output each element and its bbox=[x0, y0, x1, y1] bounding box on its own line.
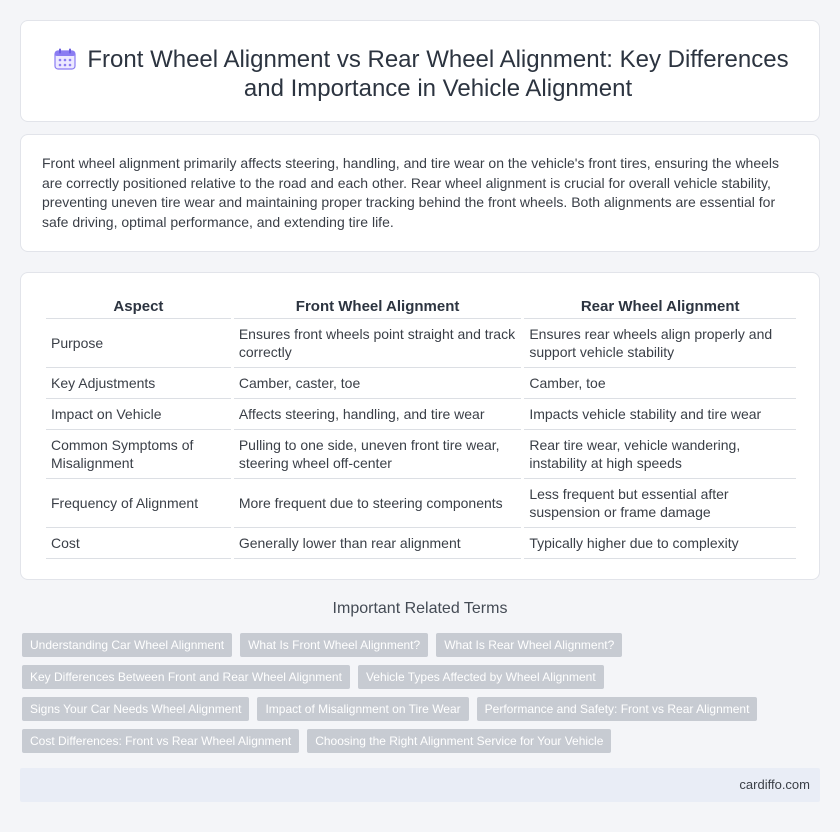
related-term-tag[interactable]: Signs Your Car Needs Wheel Alignment bbox=[22, 697, 249, 721]
related-terms-heading: Important Related Terms bbox=[332, 600, 508, 617]
tag-row bbox=[22, 697, 812, 721]
tag-row bbox=[22, 729, 812, 753]
table-row bbox=[46, 368, 796, 399]
table-cell: Purpose bbox=[46, 319, 231, 368]
related-term-tag[interactable]: Impact of Misalignment on Tire Wear bbox=[257, 697, 468, 721]
table-cell: Frequency of Alignment bbox=[46, 479, 231, 528]
table-cell: Affects steering, handling, and tire wear bbox=[234, 399, 522, 430]
table-cell: More frequent due to steering components bbox=[234, 479, 522, 528]
table-cell: Cost bbox=[46, 528, 231, 559]
table-cell: Rear tire wear, vehicle wandering, instability at high speeds bbox=[524, 430, 796, 479]
related-term-tag[interactable]: Vehicle Types Affected by Wheel Alignment bbox=[358, 665, 604, 689]
tag-row bbox=[22, 665, 812, 689]
table-row bbox=[46, 399, 796, 430]
table-row bbox=[46, 528, 796, 559]
table-cell: Generally lower than rear alignment bbox=[234, 528, 522, 559]
tag-row bbox=[22, 633, 812, 657]
related-term-tag[interactable]: What Is Rear Wheel Alignment? bbox=[436, 633, 622, 657]
related-term-tag[interactable]: Performance and Safety: Front vs Rear Alignment bbox=[477, 697, 758, 721]
table-cell: Impact on Vehicle bbox=[46, 399, 231, 430]
related-term-tag[interactable]: Cost Differences: Front vs Rear Wheel Alignment bbox=[22, 729, 299, 753]
related-term-tag[interactable]: Choosing the Right Alignment Service for Your Vehicle bbox=[307, 729, 611, 753]
header-front: Front Wheel Alignment bbox=[234, 297, 522, 319]
header-rear: Rear Wheel Alignment bbox=[524, 297, 796, 319]
footer-site-link[interactable]: cardiffo.com bbox=[739, 777, 810, 792]
table-header-row bbox=[46, 297, 796, 319]
table-cell: Typically higher due to complexity bbox=[524, 528, 796, 559]
table-cell: Camber, caster, toe bbox=[234, 368, 522, 399]
related-term-tag[interactable]: Understanding Car Wheel Alignment bbox=[22, 633, 232, 657]
table-cell: Key Adjustments bbox=[46, 368, 231, 399]
comparison-table bbox=[43, 297, 799, 559]
footer bbox=[20, 768, 820, 802]
related-term-tag[interactable]: What Is Front Wheel Alignment? bbox=[240, 633, 428, 657]
related-terms-list bbox=[22, 633, 812, 761]
intro-paragraph: Front wheel alignment primarily affects steering, handling, and tire wear on the vehicle's front tires, ensuring the wheels are correctly positioned relative to the road and each other. Rear wheel alignment is crucial for overall vehicle stability, preventing uneven tire wear and maintaining proper tracking behind the front wheels. Both alignments are essential for safe driving, optimal performance, and extending tire life. bbox=[42, 155, 780, 230]
table-row bbox=[46, 430, 796, 479]
table-cell: Camber, toe bbox=[524, 368, 796, 399]
page-title: Front Wheel Alignment vs Rear Wheel Alignment: Key Differences and Importance in Vehicle Alignment bbox=[87, 46, 789, 102]
comparison-card bbox=[20, 272, 820, 580]
table-cell: Pulling to one side, uneven front tire wear, steering wheel off-center bbox=[234, 430, 522, 479]
table-cell: Less frequent but essential after suspension or frame damage bbox=[524, 479, 796, 528]
table-cell: Impacts vehicle stability and tire wear bbox=[524, 399, 796, 430]
header-aspect: Aspect bbox=[46, 297, 231, 319]
table-row bbox=[46, 319, 796, 368]
table-row bbox=[46, 479, 796, 528]
table-cell: Ensures front wheels point straight and track correctly bbox=[234, 319, 522, 368]
table-cell: Common Symptoms of Misalignment bbox=[46, 430, 231, 479]
table-cell: Ensures rear wheels align properly and support vehicle stability bbox=[524, 319, 796, 368]
title-card bbox=[20, 20, 820, 122]
intro-card bbox=[20, 134, 820, 252]
related-term-tag[interactable]: Key Differences Between Front and Rear Wheel Alignment bbox=[22, 665, 350, 689]
